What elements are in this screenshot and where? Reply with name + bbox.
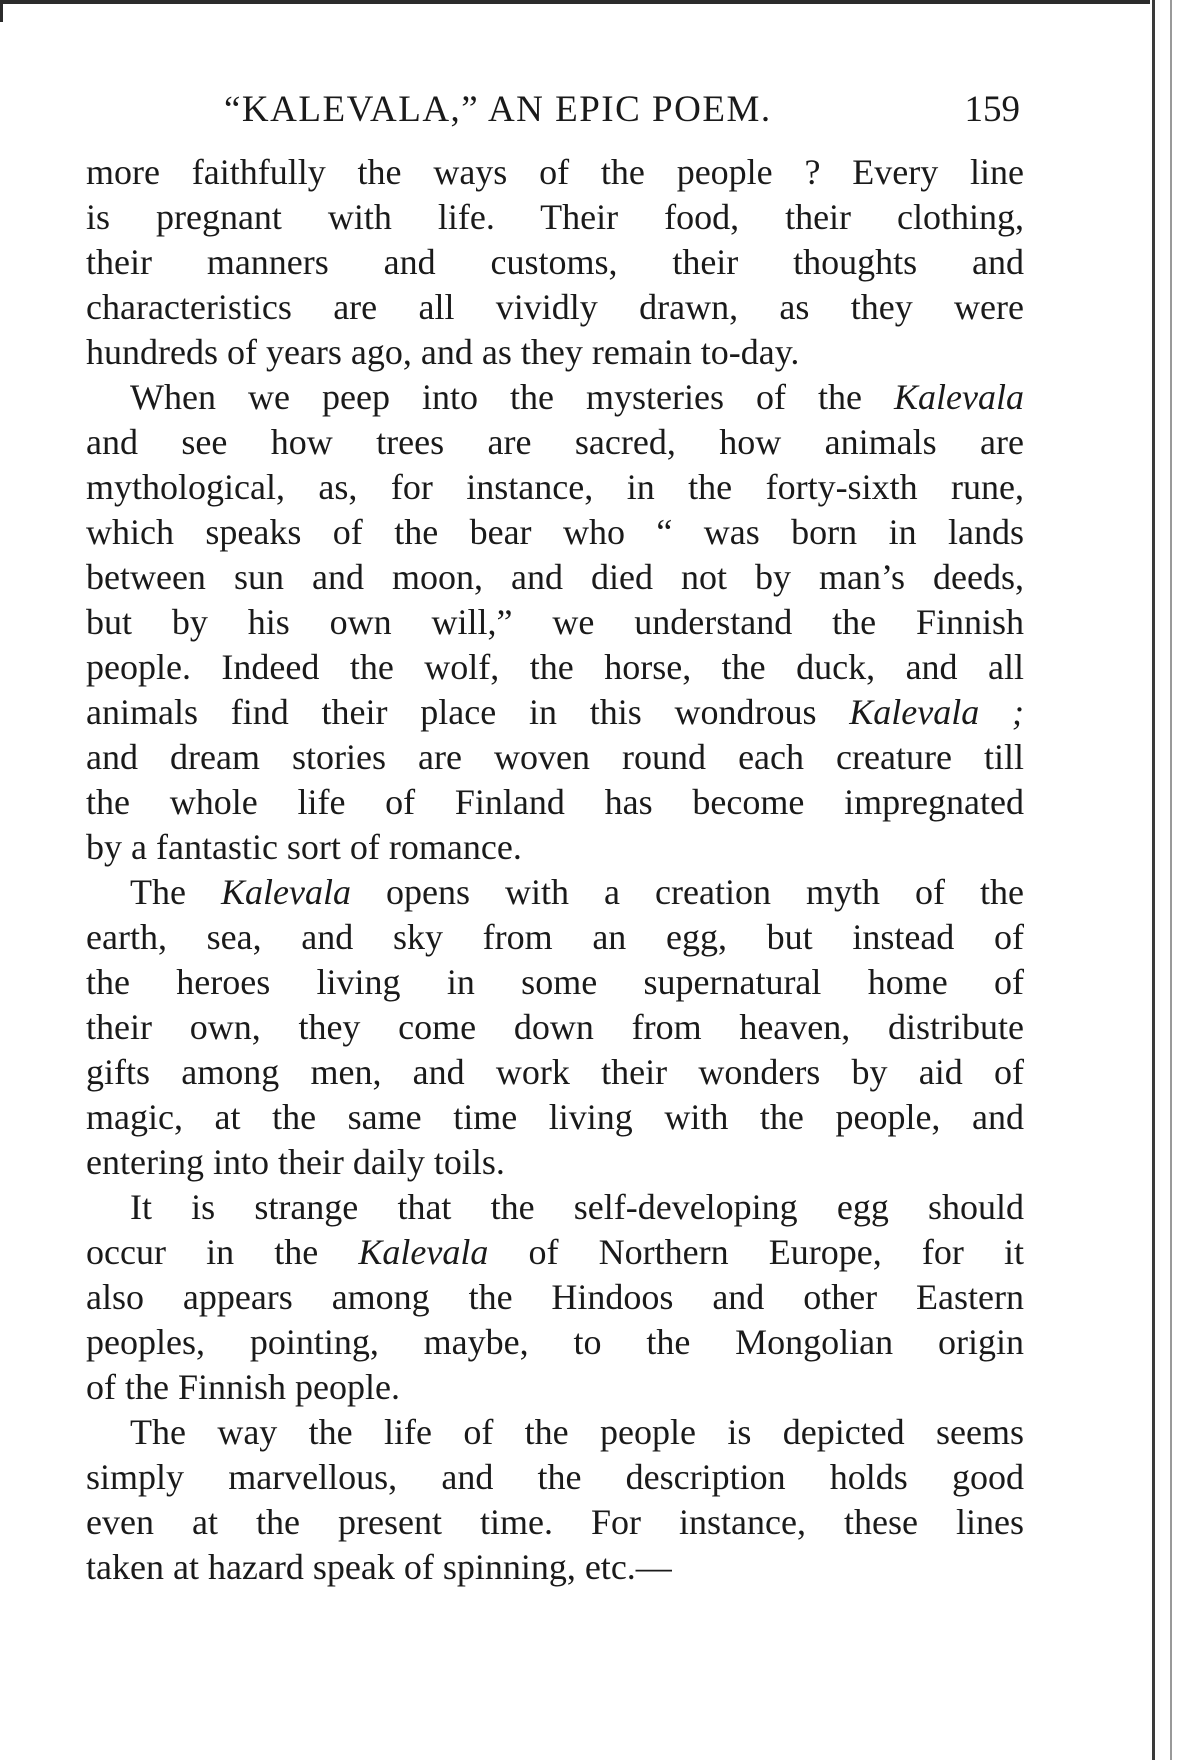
text-line: mythological, as, for instance, in the forty-sixth rune, [86, 467, 1024, 507]
text-line: the whole life of Finland has become impregnated [86, 782, 1024, 822]
text-run: animals find their place in this wondrous [86, 692, 850, 732]
text-line: entering into their daily toils. [86, 1142, 505, 1182]
text-line: between sun and moon, and died not by man’s deeds, [86, 557, 1024, 597]
text-line: magic, at the same time living with the people, and [86, 1097, 1024, 1137]
text-line: also appears among the Hindoos and other Eastern [86, 1277, 1024, 1317]
italic-title: Kalevala [221, 872, 351, 912]
body-text [86, 150, 1024, 1590]
text-line: their own, they come down from heaven, distribute [86, 1007, 1024, 1047]
text-run: of Northern Europe, for it [488, 1232, 1024, 1272]
page-number: 159 [964, 89, 1020, 130]
paragraph [86, 150, 1024, 375]
text-line: people. Indeed the wolf, the horse, the duck, and all [86, 647, 1024, 687]
text-line: which speaks of the bear who “ was born in lands [86, 512, 1024, 552]
paragraph [86, 870, 1024, 1185]
italic-title: Kalevala ; [849, 692, 1024, 732]
running-head [88, 88, 1020, 138]
text-run: The [130, 872, 221, 912]
text-line: It is strange that the self-developing egg should [130, 1187, 1024, 1227]
paragraph [86, 1410, 1024, 1590]
text-line: more faithfully the ways of the people ? Every line [86, 152, 1024, 192]
text-line: peoples, pointing, maybe, to the Mongolian origin [86, 1322, 1024, 1362]
text-line: simply marvellous, and the description holds good [86, 1457, 1024, 1497]
text-line: characteristics are all vividly drawn, as they were [86, 287, 1024, 327]
text-line: and see how trees are sacred, how animals are [86, 422, 1024, 462]
paragraph [86, 1185, 1024, 1410]
text-line: even at the present time. For instance, these lines [86, 1502, 1024, 1542]
text-line: The way the life of the people is depicted seems [130, 1412, 1024, 1452]
text-line: earth, sea, and sky from an egg, but instead of [86, 917, 1024, 957]
text-line: is pregnant with life. Their food, their clothing, [86, 197, 1024, 237]
text-line [86, 1230, 1024, 1275]
text-line: the heroes living in some supernatural home of [86, 962, 1024, 1002]
italic-title: Kalevala [894, 377, 1024, 417]
italic-title: Kalevala [358, 1232, 489, 1272]
running-title: “KALEVALA,” AN EPIC POEM. [224, 89, 772, 130]
text-line: by a fantastic sort of romance. [86, 827, 522, 867]
top-rule [0, 0, 1150, 4]
text-line: and dream stories are woven round each creature till [86, 737, 1024, 777]
text-run: When we peep into the mysteries of the [130, 377, 895, 417]
text-run: occur in the [86, 1232, 359, 1272]
text-line: of the Finnish people. [86, 1367, 400, 1407]
text-line [86, 870, 1024, 915]
text-line: gifts among men, and work their wonders by aid of [86, 1052, 1024, 1092]
text-line [86, 690, 1024, 735]
paragraph [86, 375, 1024, 870]
left-margin-mark [0, 0, 3, 22]
page-edge [1152, 0, 1155, 1760]
text-line: their manners and customs, their thoughts and [86, 242, 1024, 282]
text-line: taken at hazard speak of spinning, etc.— [86, 1547, 672, 1587]
page-edge-shadow [1170, 0, 1172, 1760]
text-run: opens with a creation myth of the [350, 872, 1025, 912]
text-line: hundreds of years ago, and as they remain to-day. [86, 332, 800, 372]
text-line: but by his own will,” we understand the Finnish [86, 602, 1024, 642]
text-line [86, 375, 1024, 420]
